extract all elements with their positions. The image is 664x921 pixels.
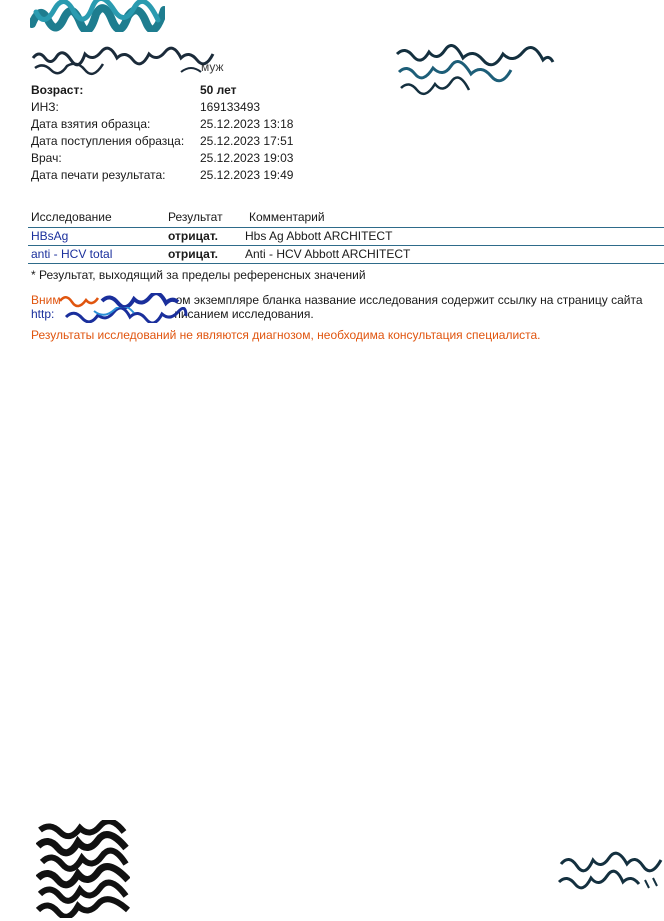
age-label: Возраст:	[31, 83, 84, 97]
warning-text-1: ом экземпляре бланка название исследования содержит ссылку на страницу сайта	[175, 293, 643, 307]
age-value: 50 лет	[200, 83, 237, 97]
sex-row	[201, 62, 241, 76]
logo-redacted	[30, 0, 165, 32]
site-link[interactable]: http:	[31, 307, 55, 321]
warning-start: Вним	[31, 293, 61, 307]
test-comment: Anti - HCV Abbott ARCHITECT	[245, 247, 411, 261]
sample-taken-value: 25.12.2023 13:18	[200, 117, 294, 131]
warning-line-1	[31, 293, 643, 307]
results-header	[28, 207, 664, 228]
stamp-redacted	[393, 44, 555, 100]
doctor-label: Врач:	[31, 151, 62, 165]
sample-taken-label: Дата взятия образца:	[31, 117, 151, 131]
inz-label: ИНЗ:	[31, 100, 59, 114]
sample-received-value: 25.12.2023 17:51	[200, 134, 294, 148]
warning-line-2	[31, 307, 643, 321]
site-link-warning	[31, 293, 643, 321]
patient-name-redacted	[31, 46, 216, 80]
signature-redacted	[557, 850, 664, 895]
header-result: Результат	[168, 210, 223, 224]
reference-note: * Результат, выходящий за пределы референсных значений	[31, 268, 366, 282]
doctor-value: 25.12.2023 19:03	[200, 151, 294, 165]
link-redacted	[64, 307, 188, 323]
test-name[interactable]: anti - HCV total	[31, 247, 113, 261]
print-date-value: 25.12.2023 19:49	[200, 168, 294, 182]
sample-received-label: Дата поступления образца:	[31, 134, 185, 148]
header-comment: Комментарий	[249, 210, 325, 224]
results-table	[28, 207, 664, 264]
test-name[interactable]: HBsAg	[31, 229, 69, 243]
inz-value: 169133493	[200, 100, 261, 114]
print-date-label: Дата печати результата:	[31, 168, 166, 182]
sex-value: муж	[201, 62, 224, 74]
table-row	[28, 228, 664, 246]
test-comment: Hbs Ag Abbott ARCHITECT	[245, 229, 393, 243]
disclaimer: Результаты исследований не являются диагнозом, необходима консультация специалиста.	[31, 328, 541, 342]
table-row	[28, 246, 664, 264]
test-result: отрицат.	[168, 229, 218, 243]
header-test: Исследование	[31, 210, 112, 224]
qr-code-redacted	[36, 820, 130, 918]
warning-text-2: писанием исследования.	[174, 307, 314, 321]
test-result: отрицат.	[168, 247, 218, 261]
